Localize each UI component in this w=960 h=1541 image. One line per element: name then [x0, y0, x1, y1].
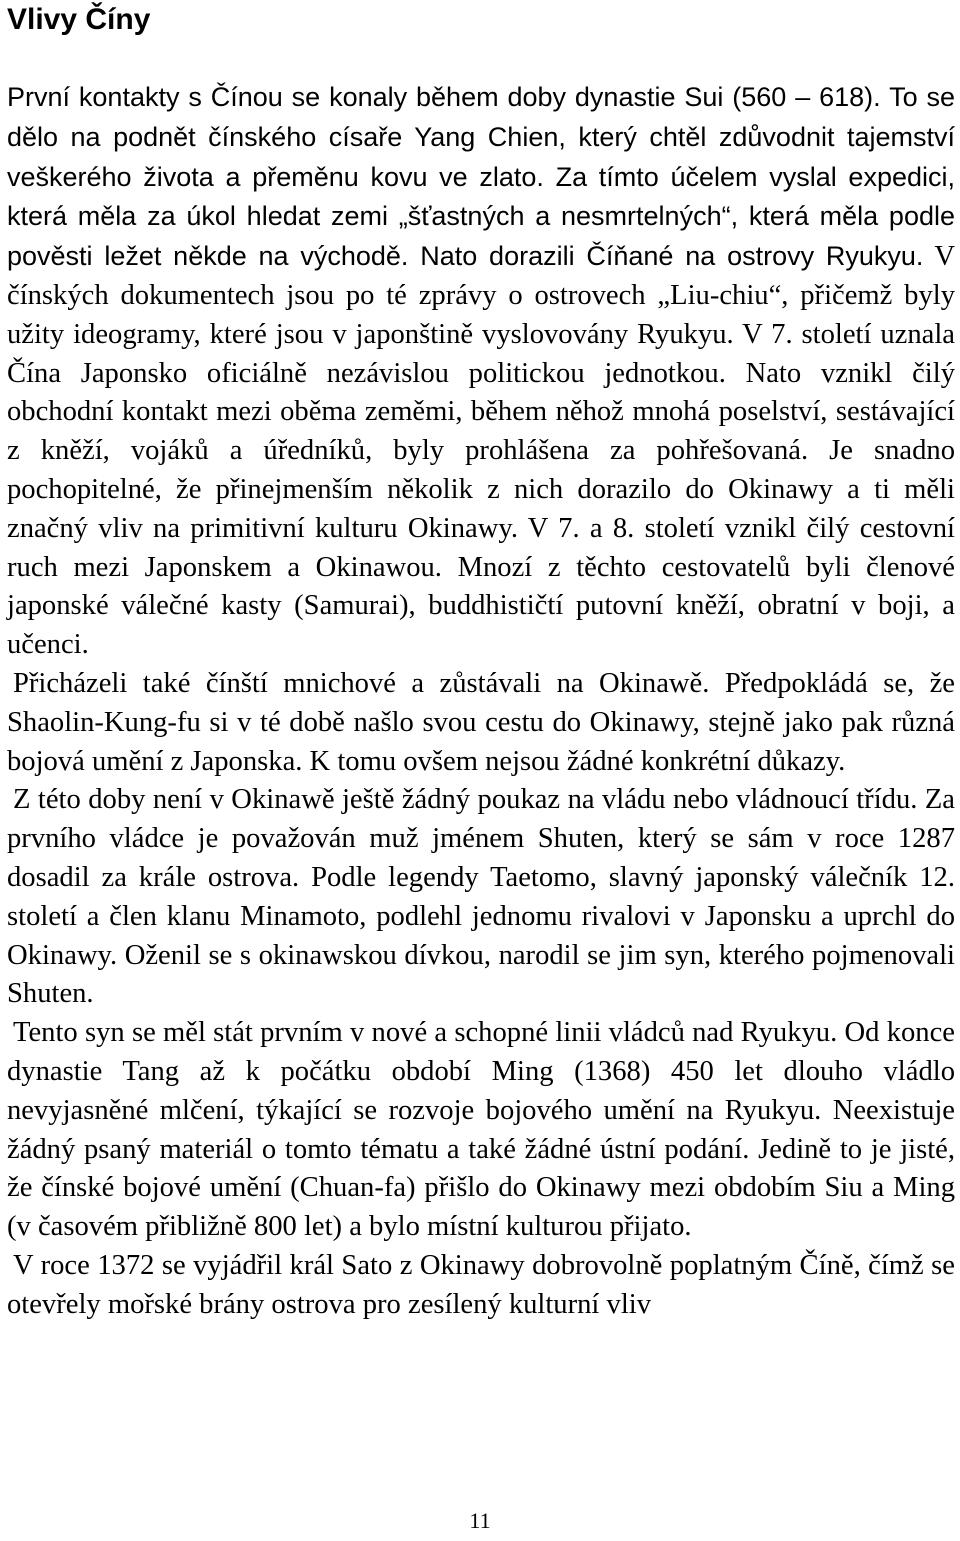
document-page [7, 0, 955, 1325]
paragraph-4 [7, 1014, 955, 1247]
paragraph-5 [7, 1247, 955, 1325]
body-text [7, 78, 955, 1325]
paragraph-5-run-1: V roce 1372 se vyjádřil král Sato z Okinawy dobrovolně poplatným Číně, čímž se otevřely mořské brány ostrova pro zesílený kulturní vliv [7, 1249, 955, 1320]
paragraph-1 [7, 78, 955, 665]
paragraph-3-run-1: Z této doby není v Okinawě ještě žádný poukaz na vládu nebo vládnoucí třídu. Za prvního vládce je považován muž jménem Shuten, který se sám v roce 1287 dosadil za krále ostrova. Podle legendy Taetomo, slavný japonský válečník 12. století a člen klanu Minamoto, podlehl jednomu rivalovi v Japonsku a uprchl do Okinawy. Oženil se s okinawskou dívkou, narodil se jim syn, kterého pojmenovali Shuten. [7, 784, 955, 1010]
paragraph-3 [7, 781, 955, 1014]
page-title: Vlivy Číny [7, 3, 151, 36]
paragraph-2 [7, 665, 955, 781]
page-number: 11 [469, 1508, 491, 1533]
paragraph-2-run-1: Přicházeli také čínští mnichové a zůstávali na Okinawě. Předpokládá se, že Shaolin-Kung-fu si v té době našlo svou cestu do Okinawy, stejně jako pak různá bojová umění z Japonska. K tomu ovšem nejsou žádné konkrétní důkazy. [7, 667, 955, 777]
paragraph-1-run-1: První kontakty s Čínou se konaly během doby dynastie Sui (560 – 618). To se dělo na podnět čínského císaře Yang Chien, který chtěl zdůvodnit tajemství veškerého života a přeměnu kovu ve zlato. Za tímto účelem vyslal expedici, která měla za úkol hledat zemi „šťastných a nesmrtelných“, která měla podle pověsti ležet někde na východě. Nato dorazili Číňané na ostrovy Ryukyu. [7, 82, 955, 272]
paragraph-4-run-1: Tento syn se měl stát prvním v nové a schopné linii vládců nad Ryukyu. Od konce dynastie Tang až k počátku období Ming (1368) 450 let dlouho vládlo nevyjasněné mlčení, týkající se rozvoje bojového umění na Ryukyu. Neexistuje žádný psaný materiál o tomto tématu a také žádné ústní podání. Jedině to je jisté, že čínské bojové umění (Chuan-fa) přišlo do Okinawy mezi obdobím Siu a Ming (v časovém přibližně 800 let) a bylo místní kulturou přijato. [7, 1017, 955, 1243]
paragraph-1-run-2: V čínských dokumentech jsou po té zprávy o ostrovech „Liu-chiu“, přičemž byly užity ideogramy, které jsou v japonštině vyslovovány Ryukyu. V 7. století uznala Čína Japonsko oficiálně nezávislou politickou jednotkou. Nato vznikl čilý obchodní kontakt mezi oběma zeměmi, během něhož mnohá poselství, sestávající z kněží, vojáků a úředníků, byly prohlášena za pohřešovaná. Je snadno pochopitelné, že přinejmenším několik z nich dorazilo do Okinawy a ti měli značný vliv na primitivní kulturu Okinawy. V 7. a 8. století vznikl čilý cestovní ruch mezi Japonskem a Okinawou. Mnozí z těchto cestovatelů byli členové japonské válečné kasty (Samurai), buddhističtí putovní kněží, obratní v boji, a učenci. [7, 241, 955, 661]
